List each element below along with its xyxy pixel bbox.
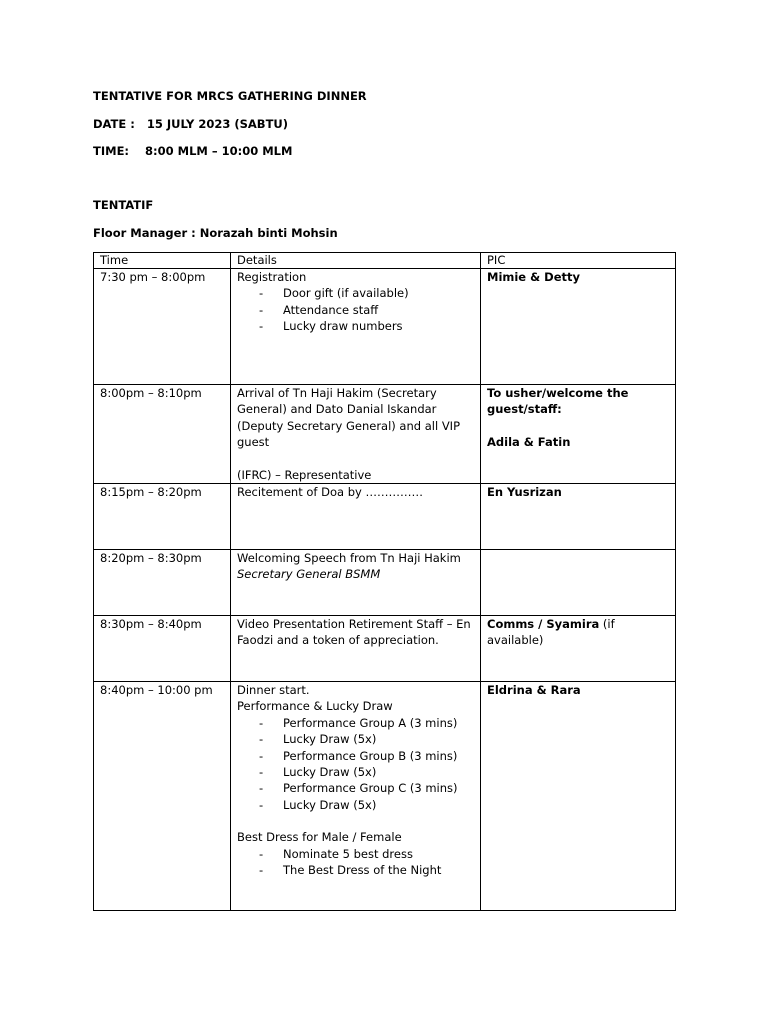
details-cell xyxy=(231,682,481,911)
table-row xyxy=(94,616,676,682)
pic-note: (if available) xyxy=(487,617,615,648)
table-header-row xyxy=(94,253,676,269)
pic-cell xyxy=(481,550,676,616)
list-item: - The Best Dress of the Night xyxy=(237,862,474,878)
table-row xyxy=(94,385,676,484)
details-cell xyxy=(231,550,481,616)
pic-cell xyxy=(481,385,676,484)
floor-manager: Floor Manager : Norazah binti Mohsin xyxy=(93,226,338,240)
time-cell: 8:40pm – 10:00 pm xyxy=(94,682,231,911)
list-item: - Lucky Draw (5x) xyxy=(237,764,474,780)
list-item: - Attendance staff xyxy=(237,302,474,318)
list-item: - Lucky Draw (5x) xyxy=(237,731,474,747)
details-text: Dinner start. xyxy=(237,683,310,698)
details-cell xyxy=(231,385,481,484)
details-text-2: (IFRC) – Representative xyxy=(237,467,372,482)
schedule-table xyxy=(93,252,676,911)
document-title: TENTATIVE FOR MRCS GATHERING DINNER xyxy=(93,89,367,103)
details-cell: Video Presentation Retirement Staff – En Faodzi and a token of appreciation. xyxy=(231,616,481,682)
details-cell: Recitement of Doa by …………… xyxy=(231,484,481,550)
details-text: Registration xyxy=(237,270,307,284)
list-item: - Door gift (if available) xyxy=(237,285,474,301)
bullet-list xyxy=(237,715,474,813)
pic-text: Comms / Syamira xyxy=(487,617,600,632)
table-row xyxy=(94,484,676,550)
list-item: - Performance Group A (3 mins) xyxy=(237,715,474,731)
pic-cell: En Yusrizan xyxy=(481,484,676,550)
time-cell: 7:30 pm – 8:00pm xyxy=(94,269,231,385)
time-cell: 8:20pm – 8:30pm xyxy=(94,550,231,616)
pic-cell: Mimie & Detty xyxy=(481,269,676,385)
time-cell: 8:00pm – 8:10pm xyxy=(94,385,231,484)
details-cell xyxy=(231,269,481,385)
list-item: - Lucky Draw (5x) xyxy=(237,797,474,813)
table-row xyxy=(94,682,676,911)
pic-cell xyxy=(481,616,676,682)
bullet-list-2 xyxy=(237,846,474,879)
details-italic: Secretary General BSMM xyxy=(237,567,381,582)
bullet-list xyxy=(237,285,474,334)
details-text-2: Performance & Lucky Draw xyxy=(237,699,393,714)
list-item: - Performance Group B (3 mins) xyxy=(237,748,474,764)
table-row xyxy=(94,550,676,616)
list-item: - Performance Group C (3 mins) xyxy=(237,780,474,796)
pic-text: To usher/welcome the guest/staff: xyxy=(487,386,629,417)
list-item: - Nominate 5 best dress xyxy=(237,846,474,862)
list-item: - Lucky draw numbers xyxy=(237,318,474,334)
header-details: Details xyxy=(231,253,481,269)
details-text-3: Best Dress for Male / Female xyxy=(237,830,402,845)
header-pic: PIC xyxy=(481,253,676,269)
event-date: DATE : 15 JULY 2023 (SABTU) xyxy=(93,117,289,131)
section-heading: TENTATIF xyxy=(93,198,154,212)
header-time: Time xyxy=(94,253,231,269)
details-text: Welcoming Speech from Tn Haji Hakim xyxy=(237,551,461,566)
pic-text-2: Adila & Fatin xyxy=(487,434,571,449)
time-cell: 8:30pm – 8:40pm xyxy=(94,616,231,682)
time-cell: 8:15pm – 8:20pm xyxy=(94,484,231,550)
pic-cell: Eldrina & Rara xyxy=(481,682,676,911)
details-text: Arrival of Tn Haji Hakim (Secretary General) and Dato Danial Iskandar (Deputy Secretary General) and all VIP guest xyxy=(237,386,461,450)
event-time: TIME: 8:00 MLM – 10:00 MLM xyxy=(93,144,293,158)
table-row xyxy=(94,269,676,385)
